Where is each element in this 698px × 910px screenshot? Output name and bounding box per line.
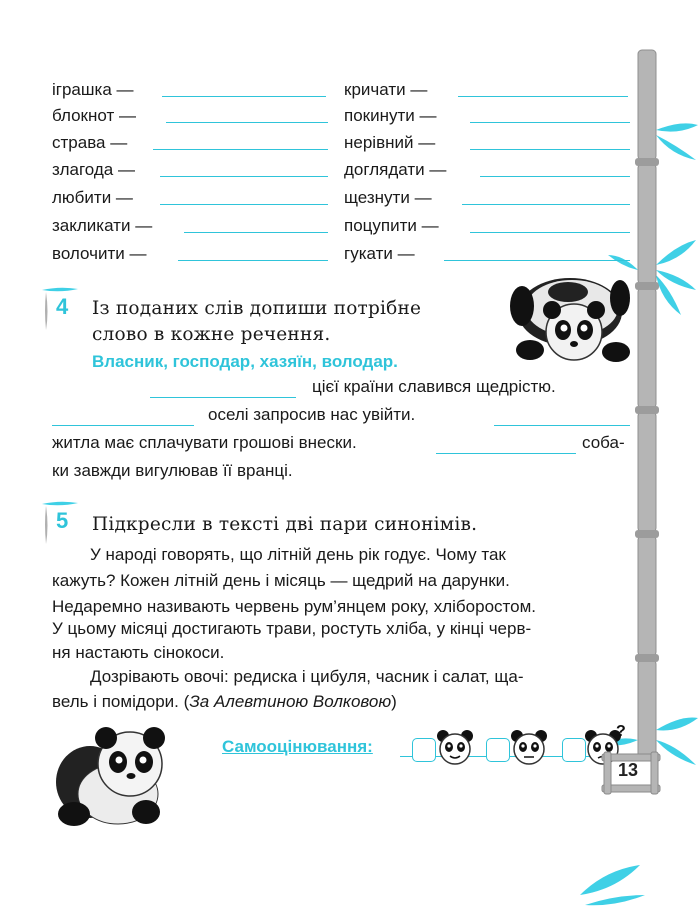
task-number: 5 xyxy=(56,508,69,533)
text-line: У цьому місяці достигають трави, ростуть хліба, у кінці черв- xyxy=(52,619,532,638)
source-open: ( xyxy=(183,692,190,711)
left-word: волочити — xyxy=(52,244,147,263)
answer-blank[interactable] xyxy=(153,149,328,150)
answer-blank[interactable] xyxy=(52,425,194,426)
right-word: кричати — xyxy=(344,80,428,99)
left-word: страва — xyxy=(52,133,128,152)
answer-blank[interactable] xyxy=(458,96,628,97)
answer-blank[interactable] xyxy=(462,204,630,205)
text-line-part: вель і помідори. xyxy=(52,692,179,711)
right-word: гукати — xyxy=(344,244,415,263)
panda-illustration xyxy=(48,722,170,828)
sentence-text: цієї країни славився щедрістю. xyxy=(312,377,556,396)
right-word: нерівний — xyxy=(344,133,436,152)
left-word: закликати — xyxy=(52,216,153,235)
task-title: Підкресли в тексті дві пари синонімів. xyxy=(92,514,478,535)
answer-blank[interactable] xyxy=(162,96,326,97)
text-line: ня настають сінокоси. xyxy=(52,643,225,662)
answer-blank[interactable] xyxy=(470,122,630,123)
neutral-panda-icon xyxy=(508,728,550,766)
answer-blank[interactable] xyxy=(150,397,296,398)
answer-blank[interactable] xyxy=(166,122,328,123)
task-title: Із поданих слів допиши потрібне xyxy=(92,298,422,319)
right-word: поцупити — xyxy=(344,216,439,235)
answer-blank[interactable] xyxy=(160,176,328,177)
self-assessment-label: Самооцінювання: xyxy=(222,737,373,756)
answer-blank[interactable] xyxy=(184,232,328,233)
source-author: За Алевтиною Волковою xyxy=(189,692,392,711)
svg-text:?: ? xyxy=(616,723,626,740)
panda-illustration xyxy=(508,268,634,366)
answer-blank[interactable] xyxy=(494,425,630,426)
page-number: 13 xyxy=(618,760,639,780)
answer-blank[interactable] xyxy=(436,453,576,454)
left-word: злагода — xyxy=(52,160,135,179)
text-line: Дозрівають овочі: редиска і цибуля, часник і салат, ща- xyxy=(90,667,524,686)
sentence-text: соба- xyxy=(582,433,625,452)
task-number: 4 xyxy=(56,294,69,319)
sentence-text: ки завжди вигулював її вранці. xyxy=(52,461,293,480)
sentence-text: оселі запросив нас увійти. xyxy=(208,405,416,424)
happy-panda-icon xyxy=(434,728,476,766)
text-line: У народі говорять, що літній день рік годує. Чому так xyxy=(90,545,506,564)
answer-blank[interactable] xyxy=(444,260,630,261)
answer-blank[interactable] xyxy=(470,232,630,233)
text-line: кажуть? Кожен літній день і місяць — щедрий на дарунки. xyxy=(52,571,510,590)
left-word: блокнот — xyxy=(52,106,136,125)
answer-blank[interactable] xyxy=(160,204,328,205)
answer-blank[interactable] xyxy=(178,260,328,261)
answer-blank[interactable] xyxy=(480,176,630,177)
source-close: ) xyxy=(391,692,397,711)
left-word: любити — xyxy=(52,188,133,207)
task-title: слово в кожне речення. xyxy=(92,324,331,345)
word-bank: Власник, господар, хазяїн, володар. xyxy=(92,352,398,371)
right-word: щезнути — xyxy=(344,188,432,207)
text-line: Недаремно називають червень рум’янцем року, хліборостом. xyxy=(52,597,536,616)
answer-blank[interactable] xyxy=(470,149,630,150)
left-word: іграшка — xyxy=(52,80,134,99)
right-word: доглядати — xyxy=(344,160,447,179)
right-word: покинути — xyxy=(344,106,437,125)
assessment-checkbox[interactable] xyxy=(486,738,510,762)
text-line xyxy=(52,692,397,712)
assessment-checkbox[interactable] xyxy=(412,738,436,762)
sentence-text: житла має сплачувати грошові внески. xyxy=(52,433,357,452)
